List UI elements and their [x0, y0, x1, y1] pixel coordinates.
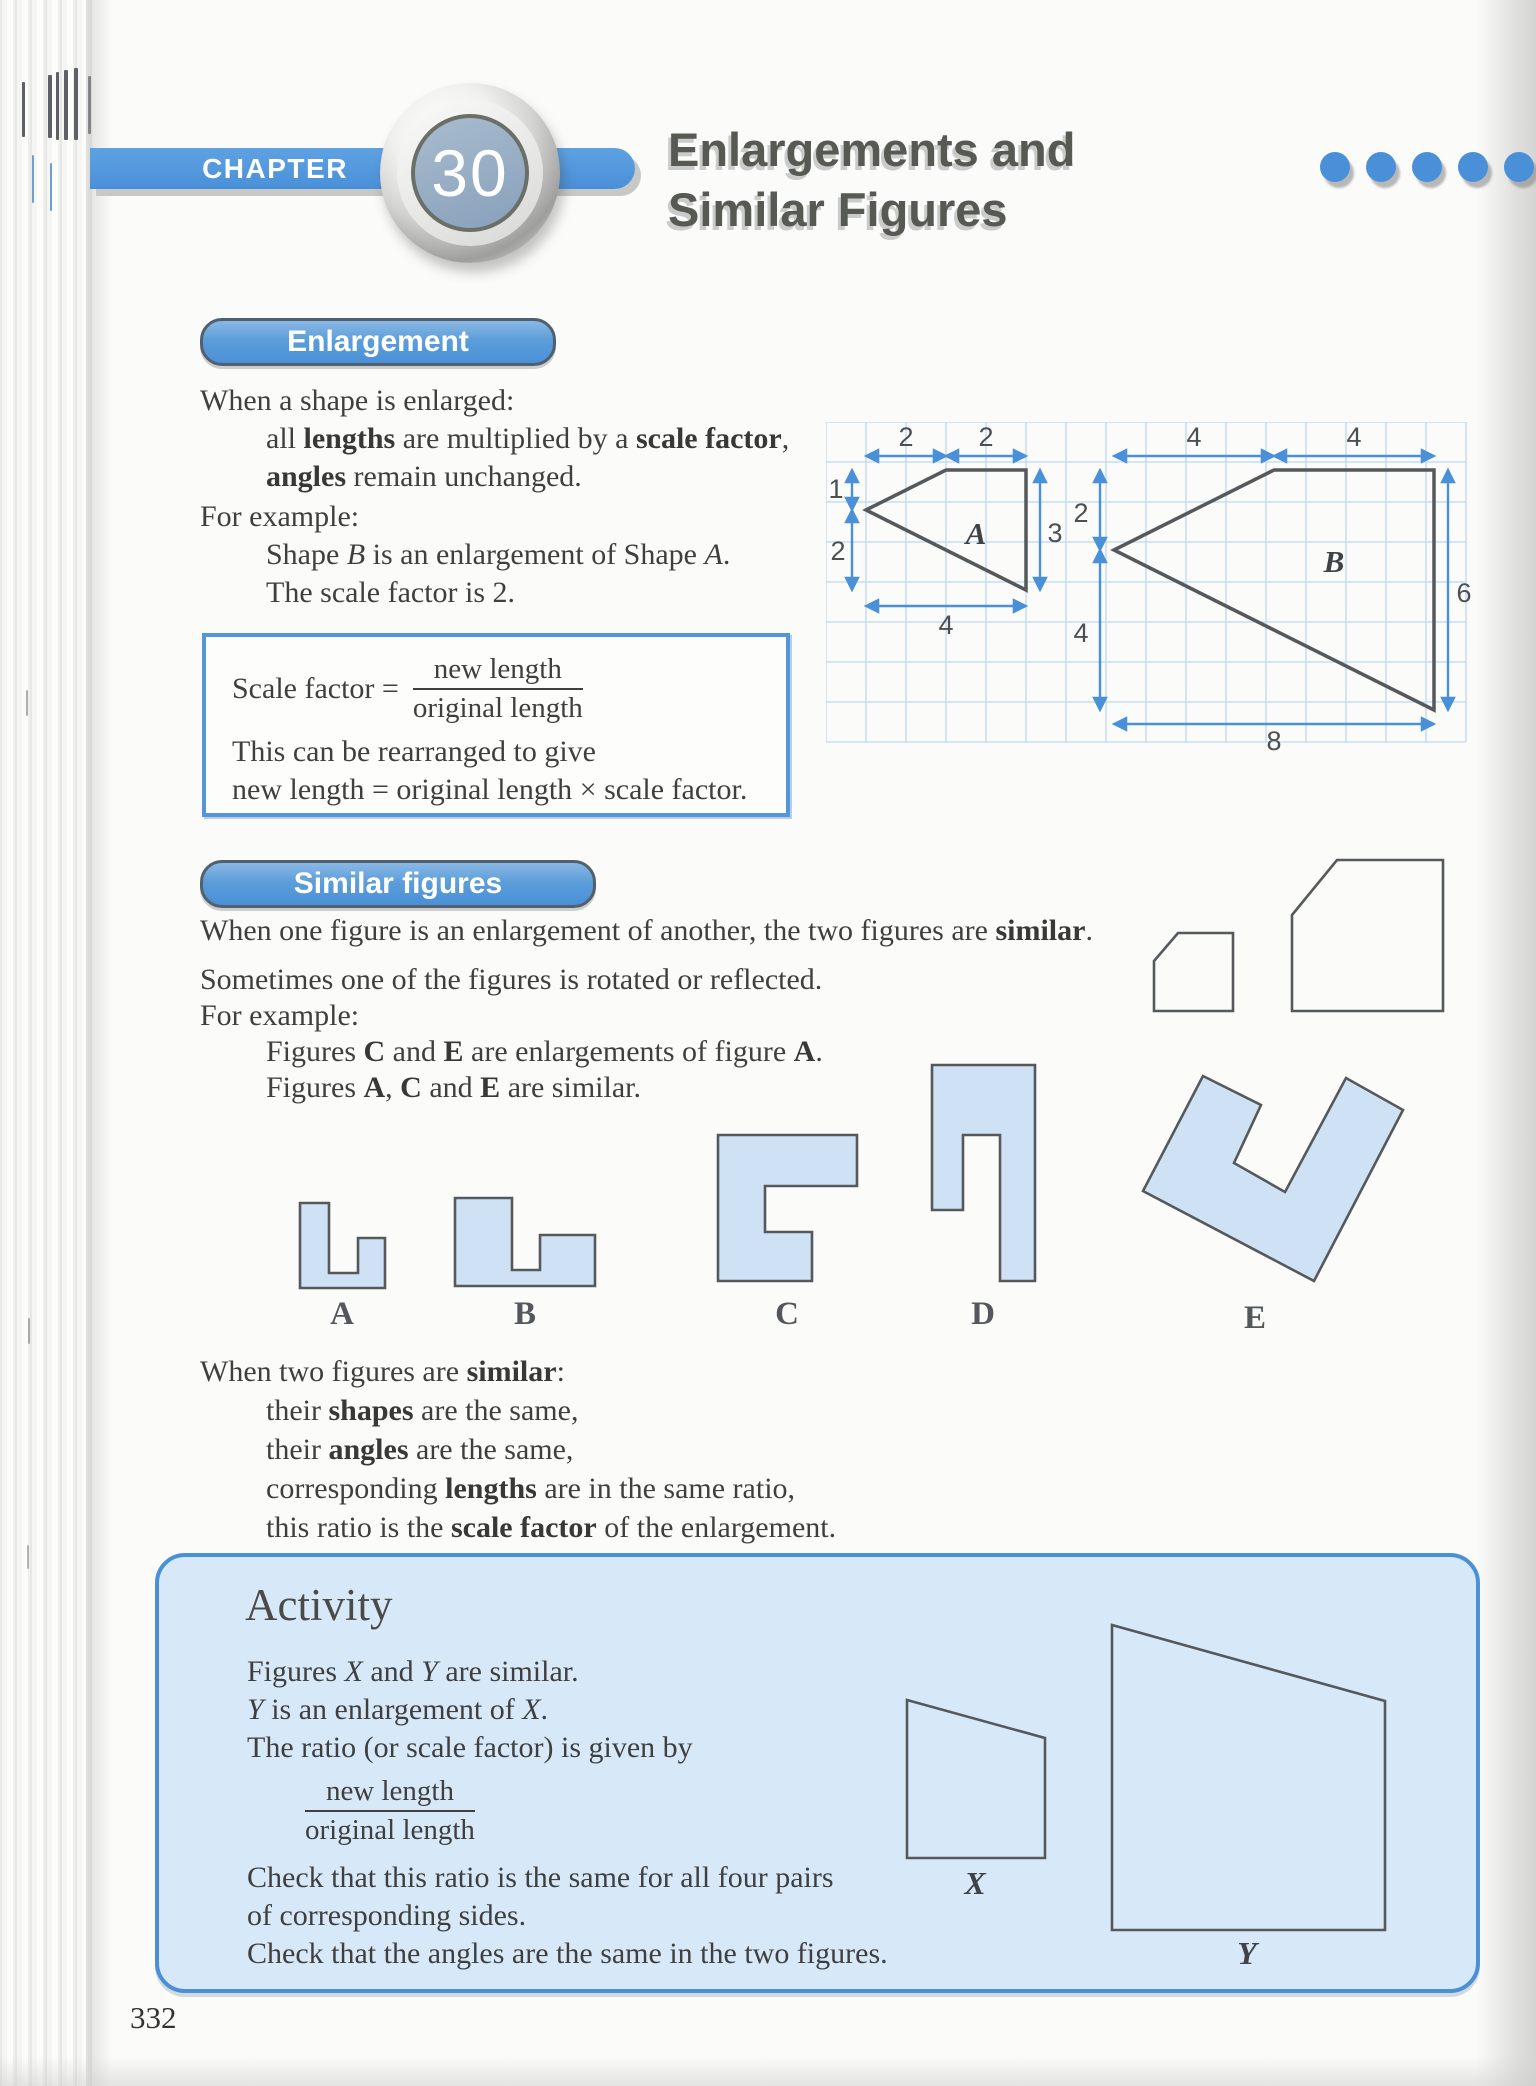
fraction-denominator: original length: [412, 692, 583, 724]
svg-text:4: 4: [1346, 422, 1362, 452]
scale-factor-box: [202, 633, 790, 817]
svg-text:E: E: [1243, 1300, 1267, 1336]
dot-icon: [1412, 152, 1442, 182]
section-heading-label: Similar figures: [293, 867, 503, 900]
fraction-denominator: original length: [305, 1814, 475, 1846]
paragraph-similar-example: Sometimes one of the figures is rotated or reflected. For example: Figures C and E are enlargements of figure A. Figures A, C and E are similar.: [200, 963, 823, 1104]
title-line-2: Similar Figures: [668, 183, 1008, 236]
section-heading-label: Enlargement: [287, 325, 469, 358]
chapter-number: 30: [431, 136, 509, 210]
svg-text:6: 6: [1456, 578, 1472, 608]
dot-icon: [1320, 152, 1350, 182]
edge-shadow: [86, 0, 112, 2086]
activity-title: Activity: [245, 1580, 393, 1630]
dot-icon: [1504, 152, 1534, 182]
paragraph-example: For example: Shape B is an enlargement of Shape A. The scale factor is 2.: [200, 500, 731, 609]
activity-figures-x-y: [895, 1598, 1455, 1978]
svg-text:X: X: [964, 1865, 986, 1901]
title-line-1: Enlargements and: [668, 123, 1076, 176]
badge-inner-circle: [411, 114, 529, 232]
page-curve-shadow: [1476, 0, 1536, 2086]
activity-check-text: Check that this ratio is the same for all four pairs of corresponding sides. Check that the angles are the same in the two figures.: [247, 1861, 888, 1970]
svg-text:2: 2: [898, 422, 914, 452]
fraction-numerator: new length: [413, 653, 583, 690]
section-heading-enlargement: [200, 318, 556, 366]
activity-fraction: [305, 1775, 475, 1847]
book-edge-binding: [0, 0, 92, 2086]
fraction: [413, 653, 583, 725]
figures-row-a-to-e: [270, 1058, 1430, 1350]
paragraph-similar-properties: When two figures are similar: their shapes are the same, their angles are the same, corresponding lengths are in the same ratio, this ratio is the scale factor of the enlargement.: [200, 1355, 837, 1544]
dot-icon: [1366, 152, 1396, 182]
chapter-label: CHAPTER: [202, 153, 348, 184]
svg-text:4: 4: [1186, 422, 1202, 452]
svg-text:1: 1: [828, 474, 844, 504]
similar-pentagon-pair: [1140, 848, 1480, 1028]
svg-text:2: 2: [978, 422, 994, 452]
page-number: 332: [130, 2000, 177, 2035]
decorative-dots: [1320, 152, 1534, 182]
page-title: [668, 120, 1428, 240]
svg-text:8: 8: [1266, 726, 1282, 754]
svg-text:C: C: [775, 1296, 799, 1332]
svg-text:Y: Y: [1237, 1935, 1257, 1971]
svg-text:3: 3: [1047, 518, 1063, 548]
fraction-numerator: new length: [305, 1775, 475, 1812]
bottom-shadow: [0, 2056, 1536, 2086]
paragraph-similar-intro: When one figure is an enlargement of another, the two figures are similar.: [200, 914, 1093, 947]
svg-text:A: A: [330, 1296, 354, 1332]
svg-text:2: 2: [1073, 498, 1089, 528]
formula-lhs: Scale factor =: [232, 672, 399, 705]
svg-text:2: 2: [830, 536, 846, 566]
paragraph-enlarged: When a shape is enlarged: all lengths are multiplied by a scale factor, angles remain unchanged.: [200, 384, 790, 493]
svg-text:B: B: [513, 1296, 537, 1332]
activity-text: Figures X and Y are similar. Y is an enlargement of X. The ratio (or scale factor) is given by: [247, 1655, 693, 1764]
svg-text:B: B: [1323, 544, 1345, 579]
enlargement-grid-diagram: [826, 422, 1474, 754]
scale-factor-note: This can be rearranged to give new length = original length × scale factor.: [232, 735, 748, 806]
scale-factor-formula: [232, 653, 786, 725]
svg-text:4: 4: [1073, 618, 1089, 648]
dot-icon: [1458, 152, 1488, 182]
svg-text:A: A: [965, 516, 987, 551]
svg-text:D: D: [971, 1296, 995, 1332]
section-heading-similar-figures: [200, 860, 596, 908]
chapter-number-badge: [380, 83, 560, 263]
svg-text:4: 4: [938, 610, 954, 640]
